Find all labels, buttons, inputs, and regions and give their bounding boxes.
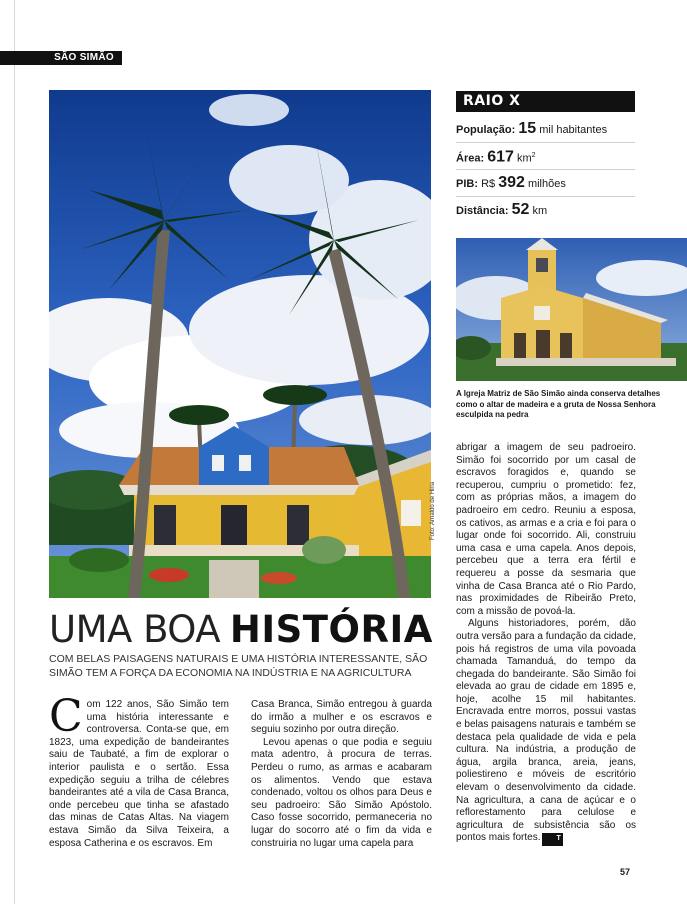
stat-unit: km [516,152,532,165]
photo-credit: Foto: Arnaldo de Hiria [430,481,436,540]
stat-value: 15 [518,120,537,137]
body-paragraph-3: Alguns historiadores, porém, dão outra versão para a fundação da cidade, pois há registros de uma vila povoada chamada Tamanduá, do tempo da chegada do bandeirante. São Simão foi elevada ao grau de cidade em 1895 e, hoje, acolhe 15 mil habitantes. Encravada entre morros, possui vastas e belas paisagens naturais e também se destaca pela qualidade de vida e pela cultura. Na indústria, a produção de água, argila branca, areia, jeans, poliestireno e móveis de escritório elevam o desenvolvimento da cidade. Na agricultura, a cana de açúcar e o reflorestamento para celulose e agricultura de subsistência são os pontos mais fortes. [456,618,636,844]
stat-value: 52 [511,201,530,218]
body-column-1 [49,691,229,850]
main-photo-house-palms [49,90,431,598]
stat-label: Distância: [456,205,509,217]
stat-populacao [456,116,635,143]
church-photo-caption: A Igreja Matriz de São Simão ainda conserva detalhes como o altar de madeira e a gruta de Nossa Senhora esculpida na pedra [456,389,661,419]
stat-unit-exponent: 2 [531,152,536,159]
end-mark: T [542,833,562,846]
stat-unit: milhões [527,178,566,190]
stat-label: PIB: [456,178,478,190]
body-paragraph-1: om 122 anos, São Simão tem uma história interessante e controversa. Conta-se que, em 1823, uma expedição de bandeirantes saiu de Taubaté, a fim de explorar o interior paulista e o sertão. Essa expedição seguiu a trilha de célebres bandeirantes até a vila de Casa Branca, onde percebeu que tinha se afastado das minas de Catas Altas. Na viagem estava Simão da Silva Teixeira, a esposa Catherina e os escravos. Em [49,699,229,849]
stat-value: 617 [487,148,514,166]
section-tag: SÃO SIMÃO [0,51,122,65]
article-headline [49,608,433,652]
body-paragraph-1-cont: Casa Branca, Simão entregou à guarda do irmão a mulher e os escravos e seguiu sozinho por outra direção. [251,699,432,736]
headline-light: UMA BOA [49,608,221,651]
stat-unit: km [532,205,548,217]
body-column-3 [456,442,636,846]
stat-unit: mil habitantes [539,124,608,136]
body-column-2 [251,699,432,850]
page-number: 57 [620,867,631,877]
church-photo [456,238,687,381]
stat-label: População: [456,124,516,136]
stat-pib [456,170,635,197]
stat-label: Área: [456,152,485,165]
stat-distancia [456,197,635,223]
body-paragraph-2: Levou apenas o que podia e seguiu mata adentro, à procura de terras. Perdeu o rumo, as armas e acabaram os alimentos. Vendo que estava condenado, voltou os olhos para Deus e seu padroeiro: São Simão Apóstolo. Caso fosse socorrido, permaneceria no lugar do socorro até o fim da vida e construiria no lugar uma capela para [251,736,432,849]
body-paragraph-2-cont: abrigar a imagem de seu padroeiro. Simão foi socorrido por um casal de escravos foragidos e, quando se recuperou, cumpriu o prometido: fez, com as próprias mãos, a imagem do padroeiro em cedro. Reuniu a esposa, os cativos, as armas e a cria e foi para o lugar onde foi socorrido. Ali, construiu uma casa e uma capela. Anos depois, percebeu que a terra era fértil e requereu a posse da sesmaria que vinha de Casa Branca até o Rio Pardo, nas proximidades de Ribeirão Preto, com a missão de povoá-la. [456,442,636,617]
sidebar-title: RAIO X [456,91,635,112]
article-subhead: COM BELAS PAISAGENS NATURAIS E UMA HISTÓRIA INTERESSANTE, SÃO SIMÃO TEM A FORÇA DA ECONOMIA NA INDÚSTRIA E NA AGRICULTURA [49,653,428,679]
stat-value: 392 [498,174,525,191]
page-edge-line [14,0,15,904]
headline-heavy: HISTÓRIA [229,608,433,651]
stat-area [456,143,635,170]
drop-cap: C [49,691,83,742]
stat-prefix: R$ [481,178,496,190]
